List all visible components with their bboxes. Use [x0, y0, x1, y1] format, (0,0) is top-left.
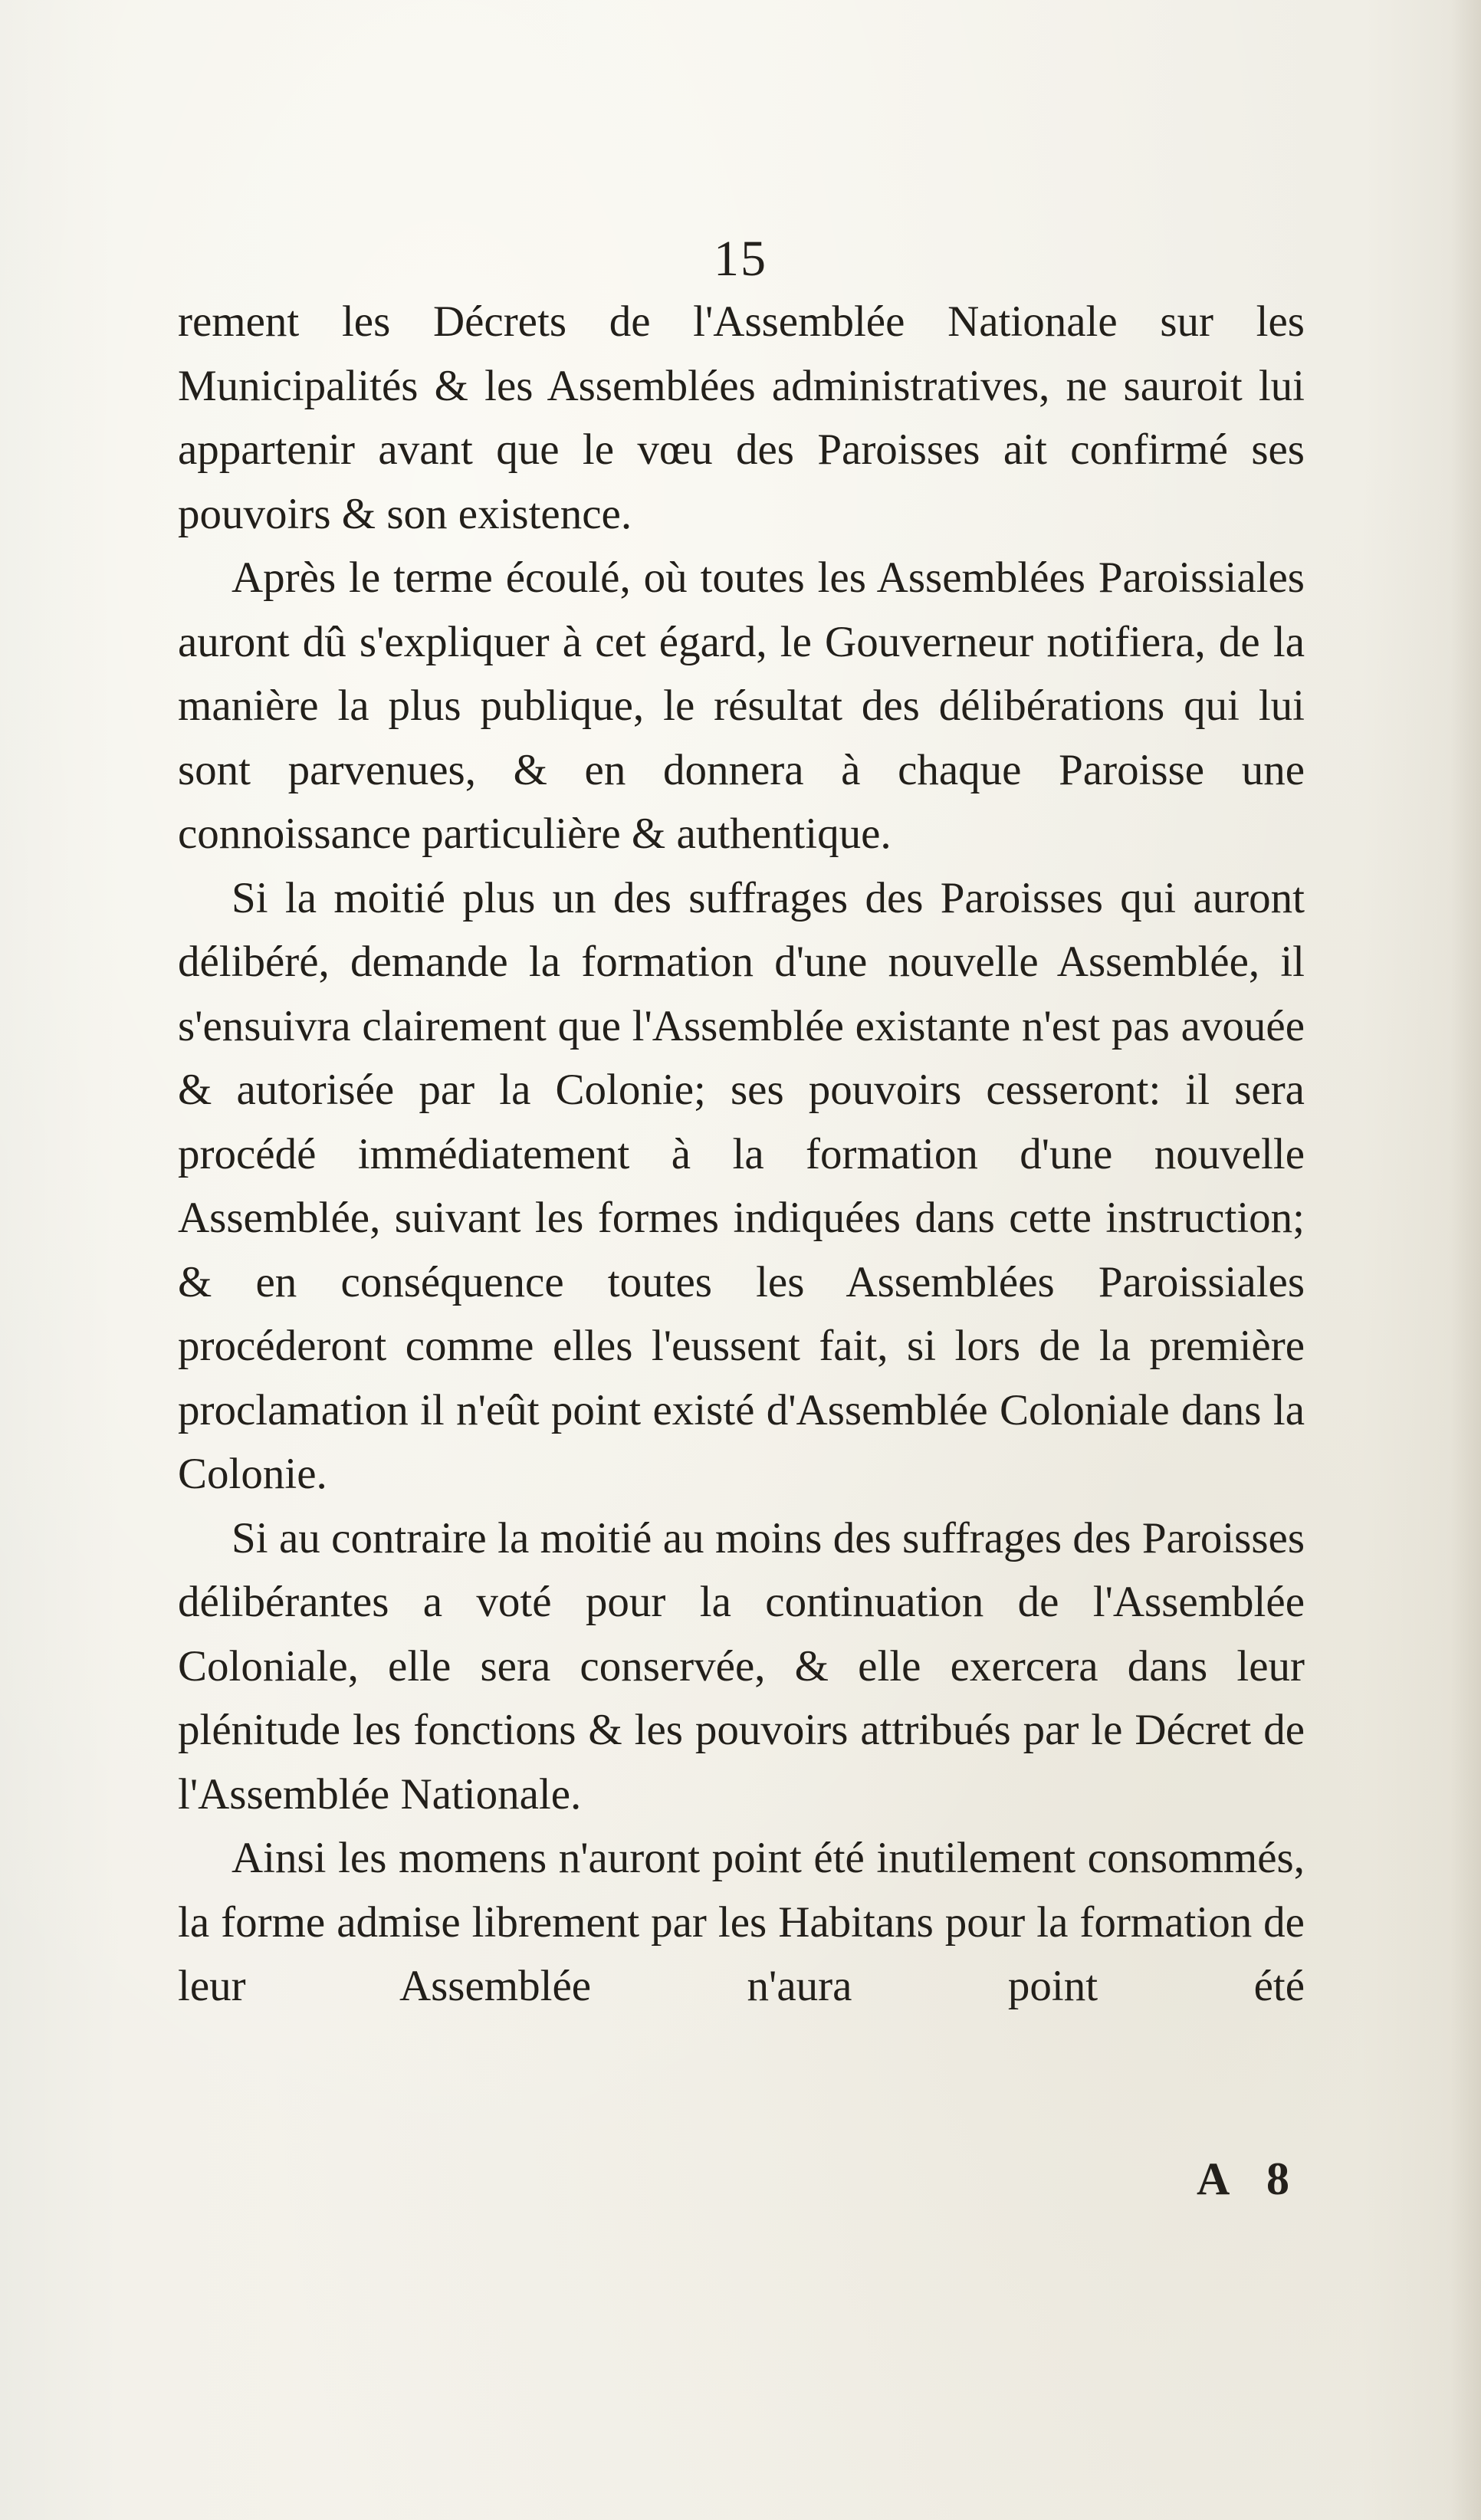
paragraph-1: rement les Décrets de l'Assemblée Nationale sur les Municipalités & les Assemblées administratives, ne sauroit lui appartenir avant que le vœu des Paroisses ait confirmé ses pouvoirs & son existence.: [178, 297, 1305, 538]
page-number: 15: [714, 231, 767, 287]
paragraph-5: Ainsi les momens n'auront point été inutilement consommés, la forme admise librement par les Habitans pour la formation de leur Assemblée n'aura point été: [178, 1834, 1305, 2010]
paragraph-2: Après le terme écoulé, où toutes les Assemblées Paroissiales auront dû s'expliquer à cet égard, le Gouverneur notifiera, de la manière la plus publique, le résultat des délibérations qui lui sont parvenues, & en donnera à chaque Paroisse une connoissance particulière & authentique.: [178, 554, 1305, 858]
body-text: [178, 290, 1305, 2019]
page-edge-shadow: [1450, 0, 1481, 2520]
printer-signature-mark: A 8: [1196, 2154, 1303, 2204]
paragraph-3: Si la moitié plus un des suffrages des Paroisses qui auront délibéré, demande la formation d'une nouvelle Assemblée, il s'ensuivra clairement que l'Assemblée existante n'est pas avouée & autorisée par la Colonie; ses pouvoirs cesseront: il sera procédé immédiatement à la formation d'une nouvelle Assemblée, suivant les formes indiquées dans cette instruction; & en conséquence toutes les Assemblées Paroissiales procéderont comme elles l'eussent fait, si lors de la première proclamation il n'eût point existé d'Assemblée Coloniale dans la Colonie.: [178, 873, 1305, 1498]
paragraph-4: Si au contraire la moitié au moins des suffrages des Paroisses délibérantes a voté pour la continuation de l'Assemblée Coloniale, elle sera conservée, & elle exercera dans leur plénitude les fonctions & les pouvoirs attribués par le Décret de l'Assemblée Nationale.: [178, 1513, 1305, 1819]
